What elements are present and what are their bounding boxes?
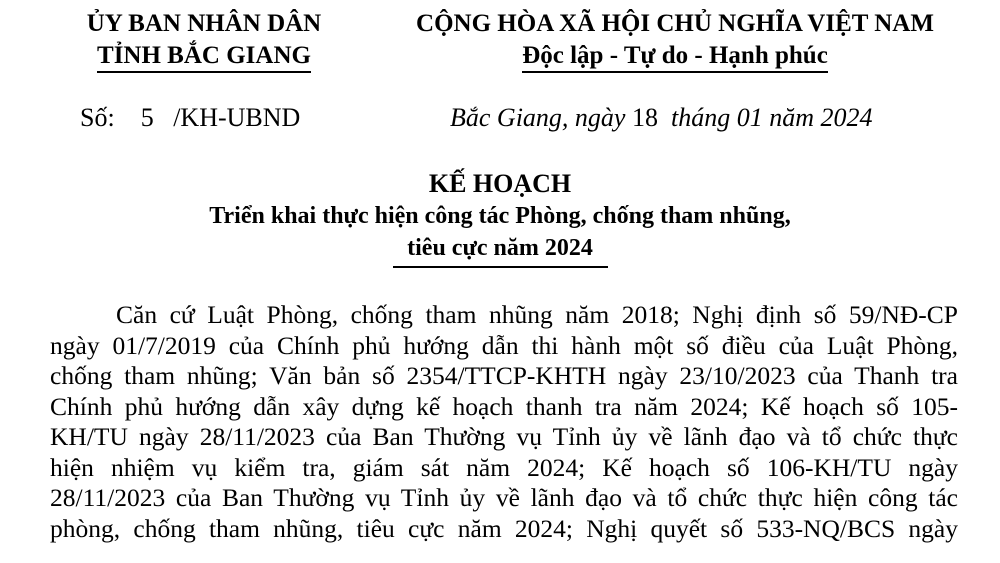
- national-motto: Độc lập - Tự do - Hạnh phúc: [522, 41, 828, 73]
- title-main: KẾ HOẠCH: [428, 169, 572, 198]
- body-line: ngày 01/7/2019 của Chính phủ hướng dẫn thi hành một số điều của Luật Phòng,: [50, 330, 958, 360]
- national-heading: [390, 8, 960, 73]
- doc-date-day: 18: [631, 103, 658, 132]
- doc-number-suffix: /KH-UBND: [173, 103, 301, 132]
- body-line: Chính phủ hướng dẫn xây dựng kế hoạch thanh tra năm 2024; Kế hoạch số 105-: [50, 391, 958, 421]
- body-line: hiện nhiệm vụ kiểm tra, giám sát năm 2024; Kế hoạch số 106-KH/TU ngày: [50, 452, 958, 482]
- title-sub-line-2: tiêu cực năm 2024: [407, 235, 593, 261]
- agency-line-1: ỦY BAN NHÂN DÂN: [86, 10, 322, 37]
- national-title: CỘNG HÒA XÃ HỘI CHỦ NGHĨA VIỆT NAM: [416, 10, 934, 37]
- body-line: Căn cứ Luật Phòng, chống tham nhũng năm 2018; Nghị định số 59/NĐ-CP: [116, 300, 958, 329]
- doc-number-value: 5: [140, 103, 154, 132]
- body-line: KH/TU ngày 28/11/2023 của Ban Thường vụ Tỉnh ủy về lãnh đạo và tổ chức thực: [50, 422, 958, 451]
- body-line: 28/11/2023 của Ban Thường vụ Tỉnh ủy về lãnh đạo và tổ chức thực hiện công tác: [50, 483, 958, 512]
- doc-date-prefix: Bắc Giang, ngày: [450, 103, 626, 132]
- title-sub-line-1: Triển khai thực hiện công tác Phòng, chống tham nhũng,: [209, 203, 791, 229]
- document-title: [0, 168, 1000, 268]
- issuing-agency: [48, 8, 360, 73]
- agency-line-2: TỈNH BẮC GIANG: [97, 41, 311, 73]
- doc-number-label: Số:: [80, 103, 115, 132]
- body-line: chống tham nhũng; Văn bản số 2354/TTCP-KHTH ngày 23/10/2023 của Thanh tra: [50, 361, 958, 390]
- document-body: [50, 300, 958, 544]
- title-underline: [393, 266, 608, 268]
- doc-date-rest: tháng 01 năm 2024: [670, 103, 873, 132]
- document-date: [450, 103, 872, 133]
- document-number: [80, 103, 300, 133]
- body-line: phòng, chống tham nhũng, tiêu cực năm 2024; Nghị quyết số 533-NQ/BCS ngày: [50, 513, 958, 543]
